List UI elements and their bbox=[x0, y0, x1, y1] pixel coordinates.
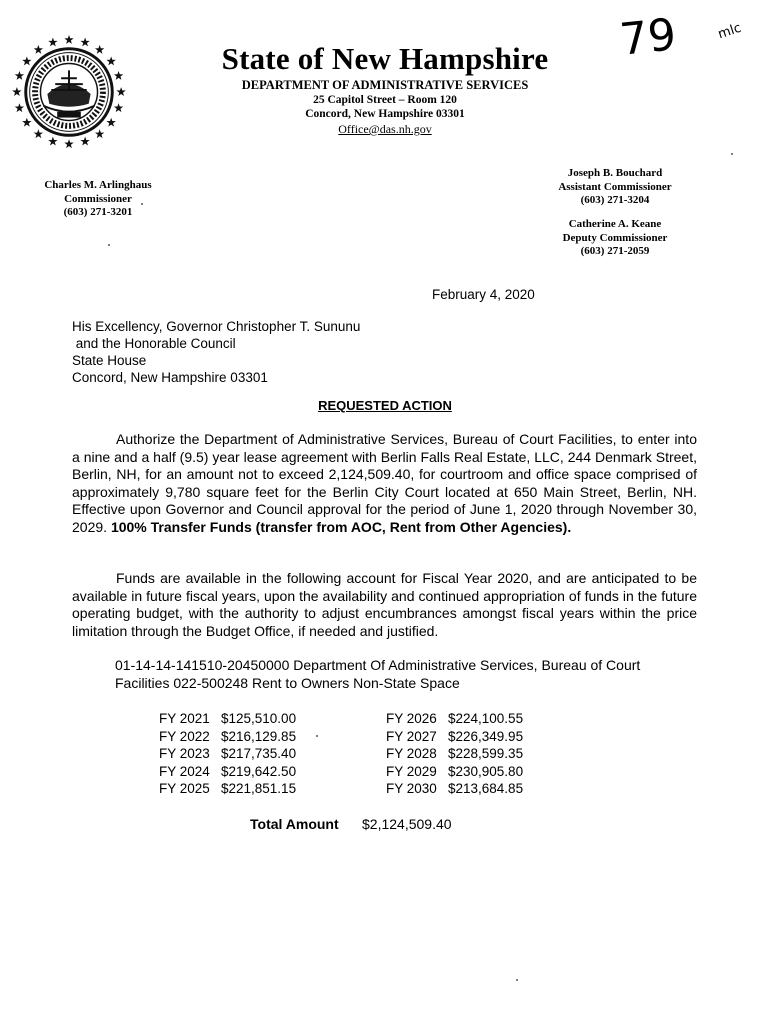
account-line2: Facilities 022-500248 Rent to Owners Non-State Space bbox=[115, 674, 460, 691]
fiscal-amount: $219,642.50 bbox=[221, 763, 297, 779]
page-title: State of New Hampshire bbox=[221, 41, 549, 76]
letterhead-address-line2: Concord, New Hampshire 03301 bbox=[305, 108, 465, 120]
fiscal-amount: $216,129.85 bbox=[221, 728, 297, 744]
commissioner-phone: (603) 271-3201 bbox=[63, 206, 133, 218]
fiscal-year-row bbox=[386, 780, 523, 798]
funds-paragraph bbox=[72, 570, 697, 640]
total-amount-label: Total Amount bbox=[250, 816, 339, 832]
letter-date: February 4, 2020 bbox=[432, 287, 535, 302]
fiscal-amount: $213,684.85 bbox=[448, 781, 524, 796]
paragraph1-funding-note: 100% Transfer Funds (transfer from AOC, Rent from Other Agencies). bbox=[110, 518, 572, 535]
fiscal-amount: $217,735.40 bbox=[221, 746, 297, 761]
deputy-commissioner-phone: (603) 271-2059 bbox=[580, 245, 650, 257]
commissioner-name: Charles M. Arlinghaus bbox=[44, 179, 152, 191]
scan-speck bbox=[516, 979, 518, 981]
scan-speck bbox=[108, 244, 110, 246]
fiscal-amount: $226,349.95 bbox=[448, 728, 524, 744]
fiscal-year-row bbox=[386, 728, 523, 746]
assistant-commissioner-phone: (603) 271-3204 bbox=[580, 194, 650, 206]
fiscal-amount: $221,851.15 bbox=[221, 781, 297, 796]
requested-action-paragraph bbox=[72, 431, 697, 536]
fiscal-year: FY 2021 bbox=[159, 711, 210, 726]
department-email-link[interactable]: Office@das.nh.gov bbox=[338, 122, 432, 136]
fiscal-year: FY 2026 bbox=[386, 711, 437, 726]
seal-star bbox=[48, 137, 57, 146]
scan-speck bbox=[731, 153, 733, 155]
seal-star bbox=[80, 137, 89, 146]
fiscal-year: FY 2023 bbox=[159, 746, 210, 761]
account-code bbox=[115, 657, 675, 692]
handwritten-number: 79 bbox=[617, 9, 679, 66]
recipient-line4: Concord, New Hampshire 03301 bbox=[72, 370, 268, 385]
recipient-address bbox=[72, 318, 360, 386]
fiscal-year: FY 2030 bbox=[386, 781, 437, 796]
commissioner-block bbox=[18, 179, 178, 220]
handwritten-initials: mlc bbox=[716, 20, 744, 43]
deputy-commissioner-title: Deputy Commissioner bbox=[562, 231, 668, 244]
fiscal-year: FY 2024 bbox=[159, 763, 210, 779]
recipient-line3: State House bbox=[72, 353, 147, 368]
fiscal-year-row bbox=[159, 780, 296, 798]
assistant-commissioner-name: Joseph B. Bouchard bbox=[567, 167, 663, 179]
fiscal-year-table-left bbox=[159, 710, 296, 798]
paragraph1-text: Authorize the Department of Administrative Services, Bureau of Court Facilities, to enter into a nine and a half (9.5) year lease agreement with Berlin Falls Real Estate, LLC, 244 Denmark Street, Berlin, NH, for an amount not to exceed 2,124,509.40, for courtroom and office space comprised of approximately 9,780 square feet for the Berlin City Court located at 650 Main Street, Berlin, NH. Effective upon Governor and Council approval for the period of June 1, 2020 through November 30, 2029. bbox=[72, 431, 697, 535]
fiscal-amount: $230,905.80 bbox=[448, 763, 524, 779]
fiscal-year-row bbox=[159, 763, 296, 781]
deputy-commissioner-block bbox=[530, 218, 700, 259]
fiscal-year-row bbox=[386, 710, 523, 728]
department-name: DEPARTMENT OF ADMINISTRATIVE SERVICES bbox=[241, 78, 529, 92]
seal-star bbox=[64, 139, 73, 148]
assistant-commissioner-block bbox=[530, 167, 700, 208]
fiscal-year-row bbox=[159, 710, 296, 728]
fiscal-year: FY 2029 bbox=[386, 763, 437, 779]
fiscal-year-row bbox=[386, 745, 523, 763]
fiscal-amount: $228,599.35 bbox=[448, 746, 524, 761]
commissioner-title: Commissioner bbox=[64, 192, 132, 205]
fiscal-year: FY 2027 bbox=[386, 728, 437, 744]
fiscal-amount: $224,100.55 bbox=[448, 711, 524, 726]
fiscal-amount: $125,510.00 bbox=[221, 711, 297, 726]
account-line1: 01-14-14-141510-20450000 Department Of Administrative Services, Bureau of Court bbox=[115, 657, 641, 673]
recipient-line1: His Excellency, Governor Christopher T. Sununu bbox=[72, 319, 361, 334]
recipient-line2: and the Honorable Council bbox=[72, 336, 236, 351]
scan-speck bbox=[316, 735, 318, 737]
fiscal-year-row bbox=[159, 728, 296, 746]
fiscal-year: FY 2028 bbox=[386, 746, 437, 761]
fiscal-year-table-right bbox=[386, 710, 523, 798]
paragraph2-text: Funds are available in the following account for Fiscal Year 2020, and are anticipated to be available in future fiscal years, upon the availability and continued appropriation of funds in the future operating budget, with the authority to adjust encumbrances amongst fiscal years within the price limitation through the Budget Office, if needed and justified. bbox=[72, 570, 697, 639]
assistant-commissioner-title: Assistant Commissioner bbox=[558, 180, 672, 193]
deputy-commissioner-name: Catherine A. Keane bbox=[568, 218, 662, 230]
fiscal-year-row bbox=[159, 745, 296, 763]
scan-speck bbox=[141, 203, 143, 205]
fiscal-year: FY 2022 bbox=[159, 728, 210, 744]
letterhead-address-line1: 25 Capitol Street – Room 120 bbox=[313, 94, 457, 106]
fiscal-year-row bbox=[386, 763, 523, 781]
fiscal-year: FY 2025 bbox=[159, 781, 210, 796]
requested-action-heading: REQUESTED ACTION bbox=[318, 398, 452, 413]
total-amount-value: $2,124,509.40 bbox=[362, 816, 452, 832]
